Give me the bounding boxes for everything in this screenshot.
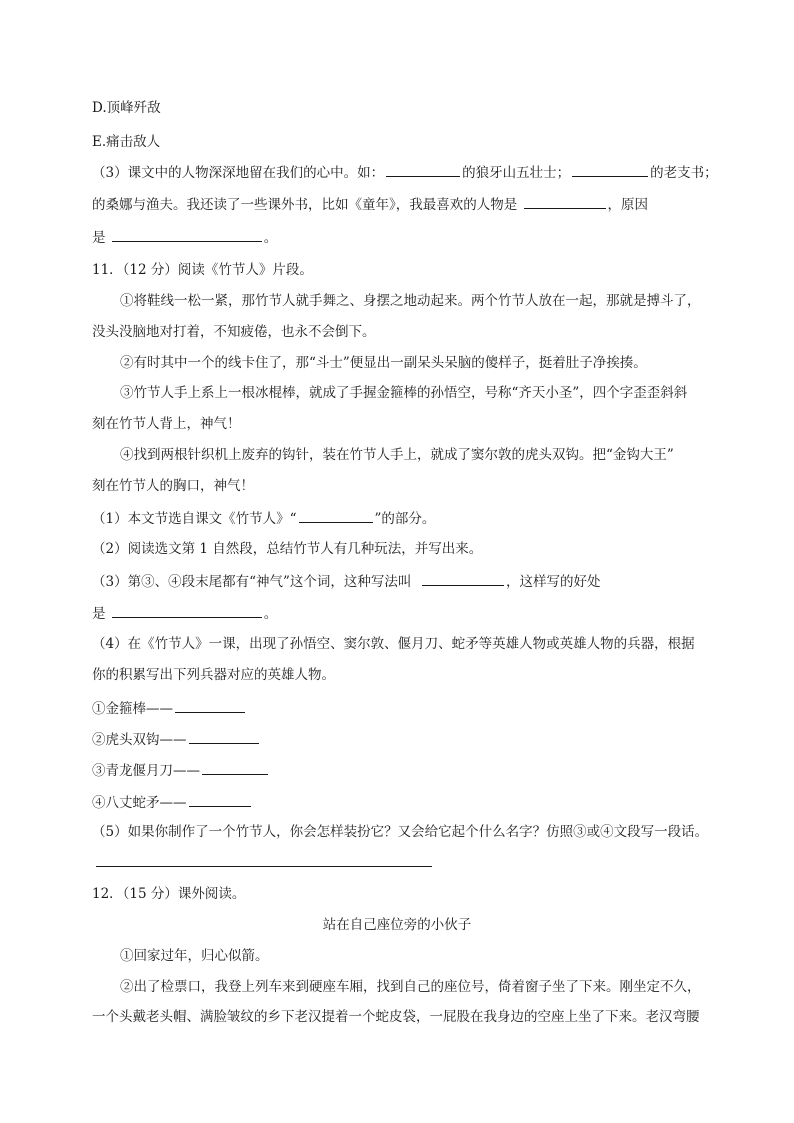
passage-p4-line1: ④找到两根针织机上废弃的钩针，装在竹节人手上，就成了窦尔敦的虎头双钩。把“金钩大王” (120, 447, 674, 463)
answer-blank[interactable] (524, 194, 606, 209)
answer-blank[interactable] (175, 698, 245, 713)
story-p2-line2: 一个头戴老头帽、满脸皱纹的乡下老汉提着一个蛇皮袋，一屁股在我身边的空座上坐了下来。老汉弯腰 (92, 1009, 700, 1025)
passage-p2: ②有时其中一个的线卡住了，那“斗士”便显出一副呆头呆脑的傻样子，挺着肚子净挨揍。 (120, 355, 647, 371)
story-p1: ①回家过年，归心似箭。 (120, 948, 269, 964)
option-e: E.痛击敌人 (92, 134, 161, 150)
text: （3）课文中的人物深深地留在我们的心中。如： (92, 165, 385, 181)
passage-p1-line1: ①将鞋线一松一紧，那竹节人就手舞之、身摆之地动起来。两个竹节人放在一起，那就是搏斗了， (120, 293, 701, 309)
text: ④八丈蛇矛—— (92, 795, 187, 811)
weapon-1 (92, 698, 247, 719)
answer-blank[interactable] (112, 227, 262, 242)
passage-p3-line1: ③竹节人手上系上一根冰棍棒，就成了手握金箍棒的孙悟空，号称“齐天小圣”，四个字歪歪斜斜 (120, 385, 688, 401)
q10-3-line3 (92, 227, 277, 248)
passage-p3-line2: 刻在竹节人背上，神气！ (92, 416, 241, 432)
answer-blank[interactable] (189, 729, 259, 744)
q11-3-line2 (92, 603, 277, 624)
weapon-3 (92, 760, 270, 781)
answer-blank[interactable] (189, 792, 251, 807)
answer-blank[interactable] (572, 162, 648, 177)
story-p2-line1: ②出了检票口，我登上列车来到硬座车厢，找到自己的座位号，倚着窗子坐了下来。刚坐定不久， (120, 979, 701, 995)
weapon-2 (92, 729, 261, 750)
passage-p4-line2: 刻在竹节人的胸口，神气！ (92, 478, 254, 494)
text: 的狼牙山五壮士； (462, 165, 571, 181)
text: ③青龙偃月刀—— (92, 763, 200, 779)
answer-line[interactable] (96, 866, 432, 867)
story-title: 站在自己座位旁的小伙子 (322, 917, 472, 933)
q11-1 (92, 508, 435, 529)
answer-blank[interactable] (422, 571, 504, 586)
q11-heading: 11．（12 分）阅读《竹节人》片段。 (92, 262, 313, 278)
text: ②虎头双钩—— (92, 732, 187, 748)
text: 是 (92, 230, 106, 246)
text: （1）本文节选自课文《竹节人》“ (92, 511, 297, 527)
text: ，这样写的好处 (506, 574, 601, 590)
text: 。 (263, 606, 278, 622)
q10-3-line2 (92, 194, 648, 215)
option-d: D.顶峰歼敌 (92, 100, 161, 116)
q11-5: （5）如果你制作了一个竹节人，你会怎样装扮它？又会给它起个什么名字？仿照③或④文段写一段话。 (92, 824, 709, 840)
text: （3）第③、④段末尾都有“神气”这个词，这种写法叫 (92, 574, 412, 590)
text: ①金箍棒—— (92, 701, 173, 717)
q11-2: （2）阅读选文第 1 自然段，总结竹节人有几种玩法，并写出来。 (92, 541, 483, 557)
q11-4-line2: 你的积累写出下列兵器对应的英雄人物。 (92, 667, 335, 683)
text: ”的部分。 (374, 511, 436, 527)
answer-blank[interactable] (299, 508, 373, 523)
text: 的桑娜与渔夫。我还读了一些课外书，比如《童年》，我最喜欢的人物是 (92, 197, 518, 213)
weapon-4 (92, 792, 253, 813)
text: 的老支书； (650, 165, 718, 181)
q10-3-line1 (92, 162, 718, 183)
passage-p1-line2: 没头没脑地对打着，不知疲倦，也永不会倒下。 (92, 324, 376, 340)
text: ，原因 (607, 197, 649, 213)
text: 。 (263, 230, 278, 246)
q11-3-line1 (92, 571, 601, 592)
answer-blank[interactable] (112, 603, 262, 618)
answer-blank[interactable] (202, 760, 268, 775)
q12-heading: 12．（15 分）课外阅读。 (92, 886, 246, 902)
text: 是 (92, 606, 106, 622)
q11-4-line1: （4）在《竹节人》一课，出现了孙悟空、窦尔敦、偃月刀、蛇矛等英雄人物或英雄人物的兵器，根据 (92, 636, 695, 652)
answer-blank[interactable] (386, 162, 460, 177)
